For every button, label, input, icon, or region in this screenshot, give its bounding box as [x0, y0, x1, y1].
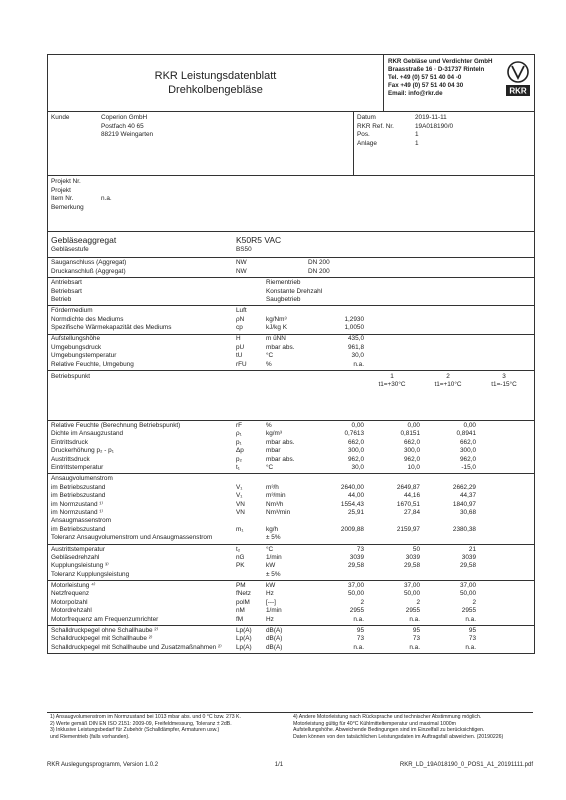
footnote-line: 4) Andere Motorleistung nach Rücksprache und technischer Abstimmung möglich. — [293, 714, 482, 720]
file-name: RKR_LD_19A018190_0_POS1_A1_20191111.pdf — [399, 762, 533, 768]
row-label: Antriebsart — [51, 279, 82, 287]
row-unit: 1/min — [266, 553, 282, 561]
footnote-line: Aufstellungshöhe. Abweichende Bedingungen sind im Einzelfall zu berücksichtigen. — [293, 727, 485, 734]
table-row — [48, 591, 534, 599]
table-row — [48, 336, 534, 344]
connections-block — [48, 258, 534, 278]
row-label: Sauganschluss (Aggregat) — [51, 259, 127, 267]
row-value-1: n.a. — [353, 615, 364, 623]
row-value-2: 2159,97 — [396, 525, 420, 533]
row-label: Motorfrequenz am Frequenzumrichter — [51, 615, 159, 623]
datum-label: Datum — [357, 114, 376, 121]
table-row — [48, 599, 534, 607]
row-label: Austrittstemperatur — [51, 545, 105, 553]
row-unit: dB(A) — [266, 635, 283, 643]
row-symbol: Lp(A) — [236, 635, 252, 643]
row-value-1: 50,00 — [348, 590, 364, 598]
row-unit: mbar abs. — [266, 455, 295, 463]
row-value-1: 2009,88 — [340, 525, 364, 533]
table-row — [48, 422, 534, 430]
row-value-2: 50,00 — [404, 590, 420, 598]
motor-block — [48, 581, 534, 626]
row-label: Spezifische Wärmekapazität des Mediums — [51, 324, 172, 332]
row-symbol: PM — [236, 582, 246, 590]
row-value-2: 10,0 — [407, 463, 420, 471]
row-value-1: 37,00 — [348, 582, 364, 590]
row-value-2: 73 — [412, 635, 420, 643]
row-value-3: 21 — [468, 545, 476, 553]
row-unit: °C — [266, 545, 274, 553]
row-value-1: 3039 — [349, 553, 364, 561]
row-value-1: 29,58 — [348, 562, 364, 570]
table-row — [48, 582, 534, 590]
table-row — [48, 447, 534, 455]
row-unit: °C — [266, 463, 274, 471]
company-tel: Tel. +49 (0) 57 51 40 04 -0 — [388, 74, 462, 81]
row-value-3: 29,58 — [460, 562, 476, 570]
operating-points-block — [48, 371, 534, 421]
row-symbol: H — [236, 335, 241, 343]
footnote-line: 2) Werte gemäß DIN EN ISO 2151: 2009-09, Freifeldmessung, Toleranz ± 2dB. — [50, 720, 232, 727]
footnotes-left — [47, 713, 290, 741]
row-label: Betriebsart — [51, 287, 82, 295]
points-label: Betriebspunkt — [51, 373, 91, 381]
footnote-line: Daten können von den tatsächlichen Leistungsdaten im Auftragsfall abweichen. (20190226) — [293, 733, 504, 740]
stage-label: Gebläsestufe — [51, 245, 89, 253]
row-value-2: 1670,51 — [396, 500, 420, 508]
program-version: RKR Auslegungsprogramm, Version 1.0.2 — [47, 762, 159, 768]
table-row — [48, 526, 534, 534]
row-value-3: 0,00 — [463, 422, 476, 430]
row-label: im Normzustand ¹⁾ — [51, 500, 103, 508]
company-email: Email: info@rkr.de — [388, 90, 443, 97]
row-symbol: NW — [236, 259, 247, 267]
page-footer — [47, 762, 533, 768]
row-value-1: 300,0 — [348, 447, 364, 455]
row-value-3: 50,00 — [460, 590, 476, 598]
row-label: Schalldruckpegel mit Schallhaube und Zusatzmaßnahmen ²⁾ — [51, 643, 222, 651]
row-value: 30,0 — [351, 352, 364, 360]
table-row — [48, 456, 534, 464]
table-row — [48, 259, 534, 267]
table-row — [48, 279, 534, 287]
row-symbol: fNetz — [236, 590, 251, 598]
customer-left — [48, 112, 354, 175]
row-symbol: VN — [236, 508, 245, 516]
row-label: Umgebungsdruck — [51, 343, 102, 351]
row-label: Umgebungstemperatur — [51, 352, 117, 360]
item-label: Item Nr. — [51, 195, 74, 203]
footnotes — [47, 712, 533, 741]
row-unit: kW — [266, 562, 276, 570]
row-symbol: t₁ — [236, 463, 240, 471]
row-value: Saugbetrieb — [266, 295, 301, 303]
row-value-3: 44,37 — [460, 492, 476, 500]
row-symbol: V₁ — [236, 492, 243, 500]
footnote-line: und Riementrieb (falls vorhanden). — [50, 733, 130, 740]
table-row — [48, 344, 534, 352]
point-temp-3: t1=-15°C — [491, 381, 517, 389]
site-block — [48, 335, 534, 372]
row-symbol: p₁ — [236, 438, 242, 446]
datasheet — [47, 54, 535, 654]
row-label: Toleranz Kupplungsleistung — [51, 570, 130, 578]
table-row — [48, 307, 534, 315]
table-row — [48, 288, 534, 296]
row-value: Konstante Drehzahl — [266, 287, 323, 295]
row-symbol: VN — [236, 500, 245, 508]
row-symbol: Lp(A) — [236, 627, 252, 635]
row-symbol: t₂ — [236, 545, 241, 553]
row-value-3: 962,0 — [460, 455, 476, 463]
row-unit: kg/m³ — [266, 430, 282, 438]
row-symbol: NW — [236, 267, 247, 275]
row-label: Relative Feuchte (Berechnung Betriebspunkt) — [51, 422, 181, 430]
table-row — [48, 464, 534, 472]
table-row — [48, 562, 534, 570]
row-value: 961,8 — [348, 343, 364, 351]
customer-city: 88219 Weingarten — [101, 131, 154, 139]
row-value-2: 44,16 — [404, 492, 420, 500]
row-value-1: 1554,43 — [340, 500, 364, 508]
title-line-2: Drehkolbengebläse — [168, 84, 263, 96]
footnote-line: 1) Ansaugvolumenstrom im Normzustand bei 1013 mbar abs. und 0 °C bzw. 273 K. — [50, 714, 241, 720]
row-value-2: 0,00 — [407, 422, 420, 430]
table-row — [48, 517, 534, 525]
row-value-1: 662,0 — [348, 438, 364, 446]
row-unit: dB(A) — [266, 643, 283, 651]
pos-label: Pos. — [357, 131, 370, 139]
row-value-1: 95 — [356, 627, 364, 635]
row-label: Aufstellungshöhe — [51, 335, 101, 343]
table-row — [48, 296, 534, 304]
row-value-2: 2 — [416, 598, 420, 606]
row-value-1: 2955 — [349, 607, 364, 615]
row-value-1: 44,00 — [348, 492, 364, 500]
row-value: DN 200 — [308, 259, 330, 267]
project-nr-label: Projekt Nr. — [51, 178, 81, 185]
row-label: Druckerhöhung p₂ - p₁ — [51, 447, 114, 455]
company-info — [384, 55, 534, 111]
row-value-1: 30,0 — [351, 463, 364, 471]
table-row — [48, 616, 534, 624]
table-row — [48, 492, 534, 500]
row-label: Betrieb — [51, 295, 72, 303]
table-row — [48, 430, 534, 438]
row-symbol: ρN — [236, 315, 245, 323]
row-symbol: ρ₁ — [236, 430, 242, 438]
row-value: 435,0 — [348, 335, 364, 343]
row-label: Eintrittsdruck — [51, 438, 88, 446]
table-row — [48, 635, 534, 643]
row-symbol: m₁ — [236, 525, 244, 533]
row-value-1: 0,7613 — [344, 430, 364, 438]
row-value-2: 2955 — [405, 607, 420, 615]
row-label: Gebläsedrehzahl — [51, 553, 100, 561]
row-value-2: 3039 — [405, 553, 420, 561]
row-unit: 1/min — [266, 607, 282, 615]
table-row — [48, 571, 534, 579]
point-num-1: 1 — [390, 373, 394, 381]
row-value-2: 2649,87 — [396, 483, 420, 491]
volume-block — [48, 474, 534, 544]
table-row — [48, 546, 534, 554]
aggregate-label: Gebläseaggregat — [51, 235, 117, 246]
conditions-block — [48, 421, 534, 474]
table-row — [48, 361, 534, 369]
company-fax: Fax +49 (0) 57 51 40 04 30 — [388, 82, 464, 89]
row-value-3: 662,0 — [460, 438, 476, 446]
anlage-label: Anlage — [357, 139, 377, 147]
row-label: Relative Feuchte, Umgebung — [51, 360, 134, 368]
header-title-area — [48, 55, 384, 111]
company-street: Braasstraße 16 · D-31737 Rinteln — [388, 66, 485, 73]
customer-name: Coperion GmbH — [101, 114, 148, 121]
row-unit: m üNN — [266, 335, 286, 343]
row-value: 1,0050 — [344, 324, 364, 332]
row-label: Druckanschluß (Aggregat) — [51, 267, 126, 275]
anlage-value: 1 — [415, 139, 419, 147]
row-symbol: pU — [236, 343, 245, 351]
row-value: 1,2930 — [344, 315, 364, 323]
row-unit: Hz — [266, 615, 274, 623]
row-unit: °C — [266, 352, 274, 360]
table-row — [48, 324, 534, 332]
row-value-1: n.a. — [353, 643, 364, 651]
row-value-3: 95 — [468, 627, 476, 635]
row-value-3: -15,0 — [461, 463, 476, 471]
company-name: RKR Gebläse und Verdichter GmbH — [388, 58, 493, 65]
row-label: im Betriebszustand — [51, 525, 106, 533]
row-value-2: 29,58 — [404, 562, 420, 570]
row-value: n.a. — [353, 360, 364, 368]
row-value-2: 0,8151 — [400, 430, 420, 438]
row-value-2: 37,00 — [404, 582, 420, 590]
row-symbol: fM — [236, 615, 244, 623]
row-unit: % — [266, 360, 272, 368]
row-label: Motorleistung ⁴⁾ — [51, 582, 96, 590]
customer-right — [354, 112, 534, 175]
row-value-1: 2640,00 — [340, 483, 364, 491]
table-row — [48, 627, 534, 635]
logo-text: RKR — [509, 86, 527, 96]
row-symbol: Luft — [236, 307, 247, 315]
row-value-1: 2 — [360, 598, 364, 606]
row-value-1: 0,00 — [351, 422, 364, 430]
row-label: Motorpolzahl — [51, 598, 88, 606]
footnote-line: 3) Inklusive Leistungsbedarf für Zubehör (Schalldämpfer, Armaturen usw.) — [50, 727, 220, 734]
row-unit: dB(A) — [266, 627, 283, 635]
page-number: 1/1 — [274, 762, 284, 768]
title-line-1: RKR Leistungsdatenblatt — [154, 70, 277, 82]
ref-value: 19A018190/0 — [415, 122, 454, 130]
row-value-3: 2955 — [461, 607, 476, 615]
row-unit: Nm³/h — [266, 500, 284, 508]
row-value-3: n.a. — [465, 615, 476, 623]
row-label: Schalldruckpegel ohne Schallhaube ²⁾ — [51, 627, 159, 635]
point-num-2: 2 — [446, 373, 450, 381]
point-temp-1: t1=+30°C — [378, 381, 406, 389]
project-block — [48, 176, 534, 232]
row-value-3: n.a. — [465, 643, 476, 651]
row-unit: % — [266, 422, 272, 430]
row-value-2: 27,84 — [404, 508, 420, 516]
row-value-2: 300,0 — [404, 447, 420, 455]
row-value-2: n.a. — [409, 615, 420, 623]
row-unit: kW — [266, 582, 276, 590]
aggregate-block — [48, 232, 534, 258]
row-symbol: PK — [236, 562, 245, 570]
row-unit: mbar abs. — [266, 343, 295, 351]
footnotes-right — [290, 713, 533, 741]
rkr-logo-icon — [505, 61, 531, 97]
row-symbol: rFU — [236, 360, 247, 368]
row-value-2: n.a. — [409, 643, 420, 651]
row-symbol: cp — [236, 324, 243, 332]
row-unit: mbar abs. — [266, 438, 295, 446]
row-label: Eintrittstemperatur — [51, 463, 104, 471]
table-row — [48, 475, 534, 483]
customer-label: Kunde — [51, 114, 70, 121]
row-symbol: rF — [236, 422, 243, 430]
row-symbol: tU — [236, 352, 243, 360]
row-label: im Betriebszustand — [51, 492, 106, 500]
row-label: Toleranz Ansaugvolumenstrom und Ansaugmassenstrom — [51, 534, 213, 542]
row-unit: ± 5% — [266, 570, 281, 578]
stage-value: BS50 — [236, 245, 252, 253]
table-row — [48, 268, 534, 276]
row-label: Fördermedium — [51, 307, 93, 315]
row-value-3: 3039 — [461, 553, 476, 561]
customer-block — [48, 112, 534, 176]
sound-block — [48, 626, 534, 654]
row-value-3: 2 — [472, 598, 476, 606]
project-label: Projekt — [51, 186, 71, 194]
row-label: Motordrehzahl — [51, 607, 92, 615]
table-row — [48, 352, 534, 360]
row-unit: [---] — [266, 598, 276, 606]
row-symbol: Lp(A) — [236, 643, 252, 651]
datum-value: 2019-11-11 — [415, 114, 447, 121]
table-row — [48, 607, 534, 615]
aggregate-value: K50R5 VAC — [236, 235, 282, 246]
row-value-3: 2662,29 — [452, 483, 476, 491]
table-row — [48, 554, 534, 562]
row-value-1: 962,0 — [348, 455, 364, 463]
row-value-3: 73 — [468, 635, 476, 643]
medium-block — [48, 306, 534, 334]
table-row — [48, 484, 534, 492]
row-value-2: 95 — [412, 627, 420, 635]
row-value-3: 37,00 — [460, 582, 476, 590]
point-temp-2: t1=+10°C — [434, 381, 462, 389]
row-unit: m³/min — [266, 492, 286, 500]
table-row — [48, 501, 534, 509]
row-label: Ansaugmassenstrom — [51, 517, 112, 525]
row-value-1: 73 — [356, 545, 364, 553]
row-value-1: 73 — [356, 635, 364, 643]
row-label: Ansaugvolumenstrom — [51, 475, 113, 483]
row-label: im Betriebszustand — [51, 483, 106, 491]
row-value-3: 2380,38 — [452, 525, 476, 533]
row-value-2: 962,0 — [404, 455, 420, 463]
header — [48, 55, 534, 112]
item-value: n.a. — [101, 195, 112, 203]
ref-label: RKR Ref. Nr. — [357, 122, 394, 130]
row-symbol: p₂ — [236, 455, 243, 463]
row-value-2: 50 — [412, 545, 420, 553]
row-value-3: 1840,97 — [452, 500, 476, 508]
row-unit: kg/Nm³ — [266, 315, 287, 323]
row-symbol: V₁ — [236, 483, 243, 491]
row-unit: ± 5% — [266, 534, 281, 542]
row-label: Normdichte des Mediums — [51, 315, 124, 323]
table-row — [48, 509, 534, 517]
bemerkung-label: Bemerkung — [51, 203, 84, 211]
row-unit: Nm³/min — [266, 508, 291, 516]
drive-block — [48, 278, 534, 306]
table-row — [48, 439, 534, 447]
row-unit: mbar — [266, 447, 281, 455]
row-unit: Hz — [266, 590, 274, 598]
footnote-line: Motorleistung gültig für 40°C Kühlmitteltemperatur und maximal 1000m — [293, 720, 456, 727]
row-symbol: nM — [236, 607, 245, 615]
customer-po: Postfach 40 65 — [101, 122, 144, 130]
row-label: im Normzustand ¹⁾ — [51, 508, 103, 516]
outlet-block — [48, 545, 534, 582]
row-value-3: 30,68 — [460, 508, 476, 516]
row-label: Netzfrequenz — [51, 590, 90, 598]
row-label: Kupplungsleistung ³⁾ — [51, 562, 109, 570]
row-symbol: Δp — [236, 447, 244, 455]
row-value-2: 662,0 — [404, 438, 420, 446]
table-row — [48, 316, 534, 324]
row-value-3: 300,0 — [460, 447, 476, 455]
row-label: Dichte im Ansaugzustand — [51, 430, 124, 438]
row-symbol: polM — [236, 598, 250, 606]
row-value: Riementrieb — [266, 279, 301, 287]
table-row — [48, 644, 534, 652]
row-value-1: 25,91 — [348, 508, 364, 516]
point-num-3: 3 — [502, 373, 506, 381]
row-label: Schalldruckpegel mit Schallhaube ²⁾ — [51, 635, 153, 643]
table-row — [48, 534, 534, 542]
row-unit: kJ/kg K — [266, 324, 287, 332]
row-unit: kg/h — [266, 525, 279, 533]
row-symbol: nG — [236, 553, 245, 561]
pos-value: 1 — [415, 131, 419, 139]
row-label: Austrittsdruck — [51, 455, 90, 463]
row-value: DN 200 — [308, 267, 330, 275]
row-value-3: 0,8941 — [456, 430, 476, 438]
row-unit: m³/h — [266, 483, 279, 491]
